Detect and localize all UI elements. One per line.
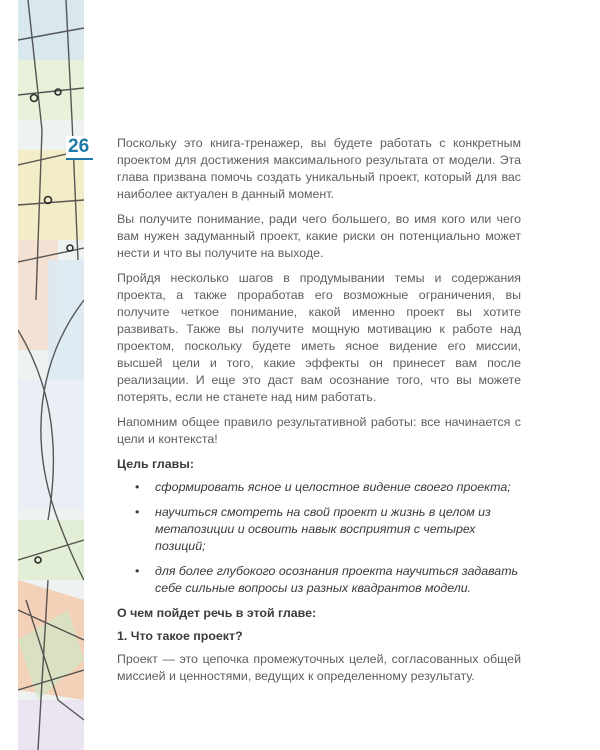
bullet-icon: • xyxy=(135,505,140,519)
intro-paragraph-1: Поскольку это книга-тренажер, вы будете работать с конкретным проектом для достижения максимального результата от модели. Эта глава призвана помочь создать уникальный проект, который для вас наиболее актуален в данный момент. xyxy=(117,136,521,201)
intro-paragraph-3: Пройдя несколько шагов в продумывании темы и содержания проекта, а также проработав его возможные ограничения, вы получите четкое понимание, какой именно проект вы хотите развивать. Также вы получите мощную мотивацию к работе над проектом, поскольку будете иметь ясное видение его миссии, высшей цели и того, какие эффекты он принесет вам после реализации. И еще это даст вам осознание того, что вы можете потерять, если не станете над ним работать. xyxy=(117,271,521,404)
intro-paragraph-2: Вы получите понимание, ради чего большего, во имя кого или чего вам нужен задуманный проект, какие риски он потенциально может нести и что вы получите на выходе. xyxy=(117,212,521,260)
goals-heading: Цель главы: xyxy=(117,457,194,471)
intro-paragraph-4: Напомним общее правило результативной работы: все начинается с цели и контекста! xyxy=(117,415,521,446)
page-number: 26 xyxy=(68,136,90,157)
goal-item xyxy=(117,504,521,555)
goal-text: сформировать ясное и целостное видение своего проекта; xyxy=(155,480,511,494)
chapter-contents-heading: О чем пойдет речь в этой главе: xyxy=(117,606,317,620)
bullet-icon: • xyxy=(135,480,140,494)
goal-item xyxy=(117,563,521,597)
decorative-sketch-strip xyxy=(18,0,84,750)
goal-text: научиться смотреть на свой проект и жизнь в целом из метапозиции и освоить навык восприятия с четырех позиций; xyxy=(155,505,491,553)
goal-text: для более глубокого осознания проекта научиться задавать себе сильные вопросы из разных квадрантов модели. xyxy=(155,564,519,595)
page-body xyxy=(117,135,521,693)
bullet-icon: • xyxy=(135,564,140,578)
section-heading: 1. Что такое проект? xyxy=(117,629,243,643)
section-paragraph: Проект — это цепочка промежуточных целей, согласованных общей миссией и ценностями, ведущих к определенному результату. xyxy=(117,652,521,683)
sketch-illustration xyxy=(18,0,84,750)
page-number-underline xyxy=(66,158,93,160)
goal-item xyxy=(117,479,521,496)
goals-list xyxy=(117,479,521,597)
